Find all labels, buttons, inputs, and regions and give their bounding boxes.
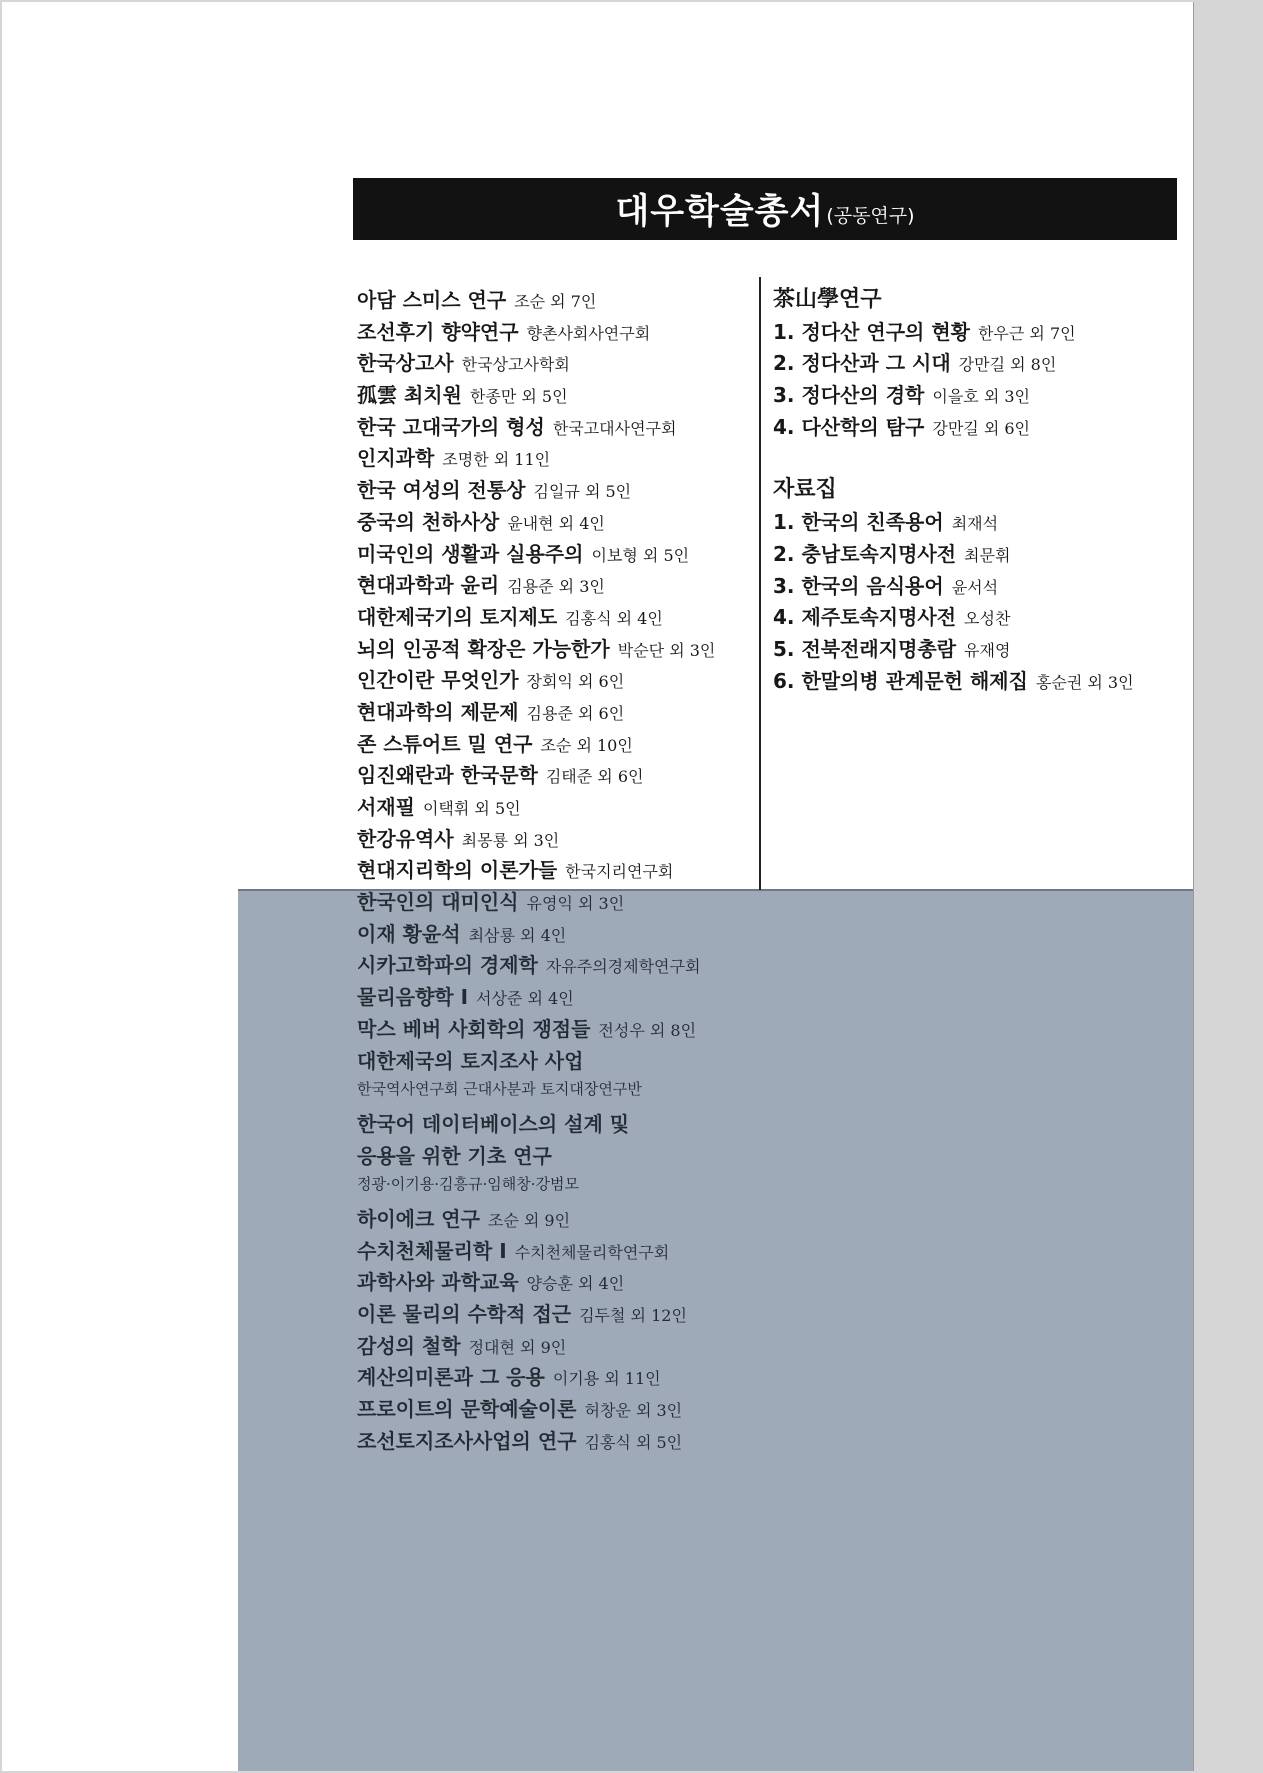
book-title: 인간이란 무엇인가 [357,668,519,693]
book-author: 최문휘 [964,545,1011,565]
book-author: 한국역사연구회 근대사분과 토지대장연구반 [357,1080,642,1099]
book-title: 1. 정다산 연구의 현황 [773,319,970,344]
series-title: 대우학술총서 [615,192,825,232]
book-author: 강만길 외 8인 [958,355,1057,375]
book-title: 존 스튜어트 밀 연구 [357,731,533,756]
book-title: 대한제국기의 토지제도 [357,604,558,629]
book-author: 박순단 외 3인 [617,640,716,660]
book-entry [773,629,1193,661]
book-entry [773,312,1193,344]
book-title: 4. 다산학의 탐구 [773,414,925,439]
book-title: 한국 고대국가의 형성 [357,414,545,439]
book-title: 4. 제주토속지명사전 [773,605,957,630]
left-book-list [357,280,757,1452]
book-title: 인지과학 [357,446,435,471]
section-heading: 茶山學연구 [773,287,882,312]
book-author: 자유주의경제학연구회 [545,957,701,977]
book-title: 한국상고사 [357,351,454,376]
book-title: 감성의 철학 [357,1333,461,1358]
book-entry [357,502,757,534]
document-page [2,2,1194,1771]
book-title: 3. 한국의 음식용어 [773,573,944,598]
book-entry [357,1072,757,1104]
book-entry [357,343,757,375]
book-author: 윤서석 [951,577,999,597]
book-title: 조선후기 향약연구 [357,319,519,344]
book-entry [357,1421,757,1453]
book-title: 수치천체물리학 I [357,1238,507,1263]
book-entry [357,692,757,724]
book-title: 6. 한말의병 관계문헌 해제집 [773,668,1028,693]
book-entry [357,1389,757,1421]
book-author: 강만길 외 6인 [932,418,1030,438]
book-title: 대한제국의 토지조사 사업 [357,1048,584,1073]
book-title: 임진왜란과 한국문학 [357,763,538,788]
book-author: 조순 외 10인 [540,735,633,755]
book-entry [357,1009,757,1041]
book-entry [357,1199,757,1231]
book-entry [357,977,757,1009]
book-entry [773,597,1193,629]
section-heading-row [773,280,1193,312]
book-author: 이을호 외 3인 [932,387,1030,407]
book-author: 조순 외 9인 [487,1210,571,1230]
book-author: 수치천체물리학연구회 [514,1242,670,1262]
book-title: 아담 스미스 연구 [357,288,507,312]
book-entry [357,597,757,629]
book-entry [357,1357,757,1389]
book-entry [357,1326,757,1358]
book-entry [357,819,757,851]
book-author: 장회익 외 6인 [526,672,625,692]
book-author: 김용준 외 3인 [507,577,605,597]
book-entry [357,534,757,566]
book-title: 응용을 위한 기초 연구 [357,1143,552,1168]
book-author: 유재영 [964,640,1011,660]
book-title: 프로이트의 문학예술이론 [357,1397,577,1422]
book-entry [357,438,757,470]
book-entry [773,502,1193,534]
book-title: 이론 물리의 수학적 접근 [357,1302,572,1326]
book-author: 허창운 외 3인 [584,1401,683,1421]
book-author: 조순 외 7인 [514,292,597,311]
book-entry [357,407,757,439]
book-author: 서상준 외 4인 [476,989,574,1009]
book-entry [357,1262,757,1294]
book-author: 정광·이기용·김흥규·임해창·강범모 [357,1175,579,1194]
book-title: 5. 전북전래지명총람 [773,636,957,661]
book-entry [357,1294,757,1326]
book-entry [357,1104,757,1136]
book-entry [357,660,757,692]
book-title: 물리음향학 I [357,985,469,1010]
book-entry [357,470,757,502]
section-heading-row [773,470,1193,502]
book-entry [357,375,757,407]
book-author: 유영익 외 3인 [526,894,625,914]
column-divider [759,277,761,890]
book-author: 조명한 외 11인 [442,450,551,470]
book-author: 김두철 외 12인 [579,1306,687,1325]
book-title: 현대과학의 제문제 [357,699,519,724]
book-author: 윤내현 외 4인 [507,513,605,533]
book-author: 한국상고사학회 [461,355,570,375]
book-entry [773,375,1193,407]
book-title: 1. 한국의 친족용어 [773,510,944,535]
book-author: 김홍식 외 5인 [584,1432,683,1452]
book-author: 김일규 외 5인 [533,482,632,502]
book-entry [357,755,757,787]
book-title: 미국인의 생활과 실용주의 [357,541,584,566]
book-author: 정대현 외 9인 [468,1337,567,1357]
book-author: 양승훈 외 4인 [526,1274,625,1294]
book-author: 김용준 외 6인 [526,703,625,723]
book-author: 한종만 외 5인 [469,387,568,407]
book-title: 孤雲 최치원 [357,383,462,408]
book-author: 이택휘 외 5인 [422,799,521,818]
book-title: 현대지리학의 이론가들 [357,858,558,883]
book-author: 홍순권 외 3인 [1035,672,1134,692]
book-title: 한국 여성의 전통상 [357,478,526,503]
book-title: 2. 정다산과 그 시대 [773,351,951,376]
book-entry [773,407,1193,439]
book-author: 김태준 외 6인 [545,767,644,787]
book-author: 한국고대사연구회 [552,418,677,438]
book-author: 이보형 외 5인 [591,545,690,565]
right-book-list [773,280,1193,692]
book-title: 한국어 데이터베이스의 설계 및 [357,1111,630,1136]
book-entry [773,343,1193,375]
book-entry [357,629,757,661]
title-bar [353,178,1177,240]
book-author: 김홍식 외 4인 [565,608,663,628]
book-title: 조선토지조사사업의 연구 [357,1428,577,1453]
book-entry [773,566,1193,598]
book-title: 계산의미론과 그 응용 [357,1365,545,1390]
book-entry [357,280,757,312]
book-entry [357,1136,757,1168]
book-title: 뇌의 인공적 확장은 가능한가 [357,636,610,661]
book-title: 한강유역사 [357,826,454,851]
book-title: 현대과학과 윤리 [357,573,500,598]
book-entry [357,914,757,946]
section-heading: 자료집 [773,477,837,503]
book-title: 하이에크 연구 [357,1206,480,1231]
book-author: 한국지리연구회 [565,862,674,882]
book-title: 시카고학파의 경제학 [357,953,538,978]
book-entry [357,1167,757,1199]
book-author: 최삼룡 외 4인 [468,925,567,945]
book-title: 막스 베버 사회학의 쟁점들 [357,1016,591,1041]
book-title: 서재필 [357,795,415,819]
book-entry [773,534,1193,566]
book-title: 과학사와 과학교육 [357,1270,519,1295]
book-author: 전성우 외 8인 [598,1020,697,1040]
book-entry [773,661,1193,693]
book-title: 이재 황윤석 [357,921,461,946]
book-author: 최몽룡 외 3인 [461,830,560,850]
book-author: 한우근 외 7인 [977,323,1076,343]
book-author: 향촌사회사연구회 [526,323,651,343]
book-entry [357,850,757,882]
book-title: 2. 충남토속지명사전 [773,541,957,566]
book-title: 한국인의 대미인식 [357,890,519,915]
book-entry [357,787,757,819]
book-entry [357,945,757,977]
book-author: 최재석 [951,514,999,534]
book-title: 중국의 천하사상 [357,509,500,534]
book-author: 이기용 외 11인 [552,1369,661,1389]
book-entry [357,565,757,597]
book-entry [357,312,757,344]
book-author: 오성찬 [964,609,1011,629]
book-entry [357,1041,757,1073]
book-entry [357,724,757,756]
series-subtitle: (공동연구) [826,204,915,227]
book-entry [357,1231,757,1263]
book-title: 3. 정다산의 경학 [773,383,925,408]
book-entry [357,882,757,914]
